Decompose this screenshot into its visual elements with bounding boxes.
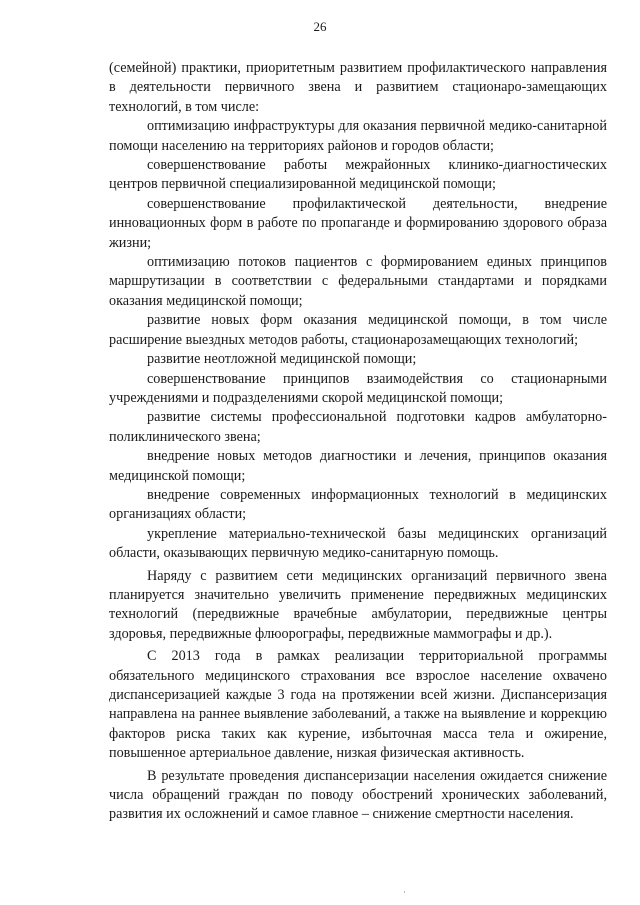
paragraph-continuation: (семейной) практики, приоритетным развитием профилактического направления в деятельности первичного звена и развитием стационаро-замещающих технологий, в том числе: xyxy=(109,60,607,115)
list-item-diagnostic-centers: совершенствование работы межрайонных клинико-диагностических центров первичной специализированной медицинской помощи; xyxy=(109,157,607,193)
list-item-prevention: совершенствование профилактической деятельности, внедрение инновационных форм в работе по пропаганде и формированию здорового образа жизни; xyxy=(109,195,607,251)
paragraph-mobile-technologies: Наряду с развитием сети медицинских организаций первичного звена планируется значительно увеличить применение передвижных медицинских технологий (передвижные врачебные амбулатории, передвижные центры здоровья, передвижные флюорографы, передвижные маммографы и др.). xyxy=(109,567,607,642)
list-item-cooperation: совершенствование принципов взаимодействия со стационарными учреждениями и подразделениями скорой медицинской помощи; xyxy=(109,370,607,406)
scan-mark xyxy=(404,891,405,893)
document-body xyxy=(109,59,607,825)
list-item-it: внедрение современных информационных технологий в медицинских организациях области; xyxy=(109,486,607,523)
list-item-urgent-care: развитие неотложной медицинской помощи; xyxy=(147,351,417,368)
list-item-equipment: укрепление материально-технической базы медицинских организаций области, оказывающих первичную медико-санитарную помощь. xyxy=(109,525,607,562)
page-number: 26 xyxy=(313,19,327,34)
list-item-new-care-forms: развитие новых форм оказания медицинской помощи, в том числе расширение выездных методов работы, стационарозамещающих технологий; xyxy=(109,312,607,348)
list-item-staff-training: развитие системы профессиональной подготовки кадров амбулаторно-поликлинического звена; xyxy=(109,409,607,445)
paragraph-screening: С 2013 года в рамках реализации территориальной программы обязательного медицинского страхования все взрослое население охвачено диспансеризацией каждые 3 года на протяжении всей жизни. Диспансеризация направлена на раннее выявление заболеваний, а также на выявление и коррекцию факторов риска таких как курение, избыточная масса тела и ожирение, повышенное артериальное давление, низкая физическая активность. xyxy=(109,648,607,762)
list-item-infrastructure: оптимизацию инфраструктуры для оказания первичной медико-санитарной помощи населению на территориях районов и городов области; xyxy=(109,118,607,154)
paragraph-results: В результате проведения диспансеризации населения ожидается снижение числа обращений граждан по поводу обострений хронических заболеваний, развития их осложнений и самое главное – снижение смертности населения. xyxy=(109,767,607,823)
list-item-patient-routing: оптимизацию потоков пациентов с формированием единых принципов маршрутизации в соответствии с федеральными стандартами и порядками оказания медицинской помощи; xyxy=(109,254,607,309)
list-item-new-methods: внедрение новых методов диагностики и лечения, принципов оказания медицинской помощи; xyxy=(109,448,607,484)
